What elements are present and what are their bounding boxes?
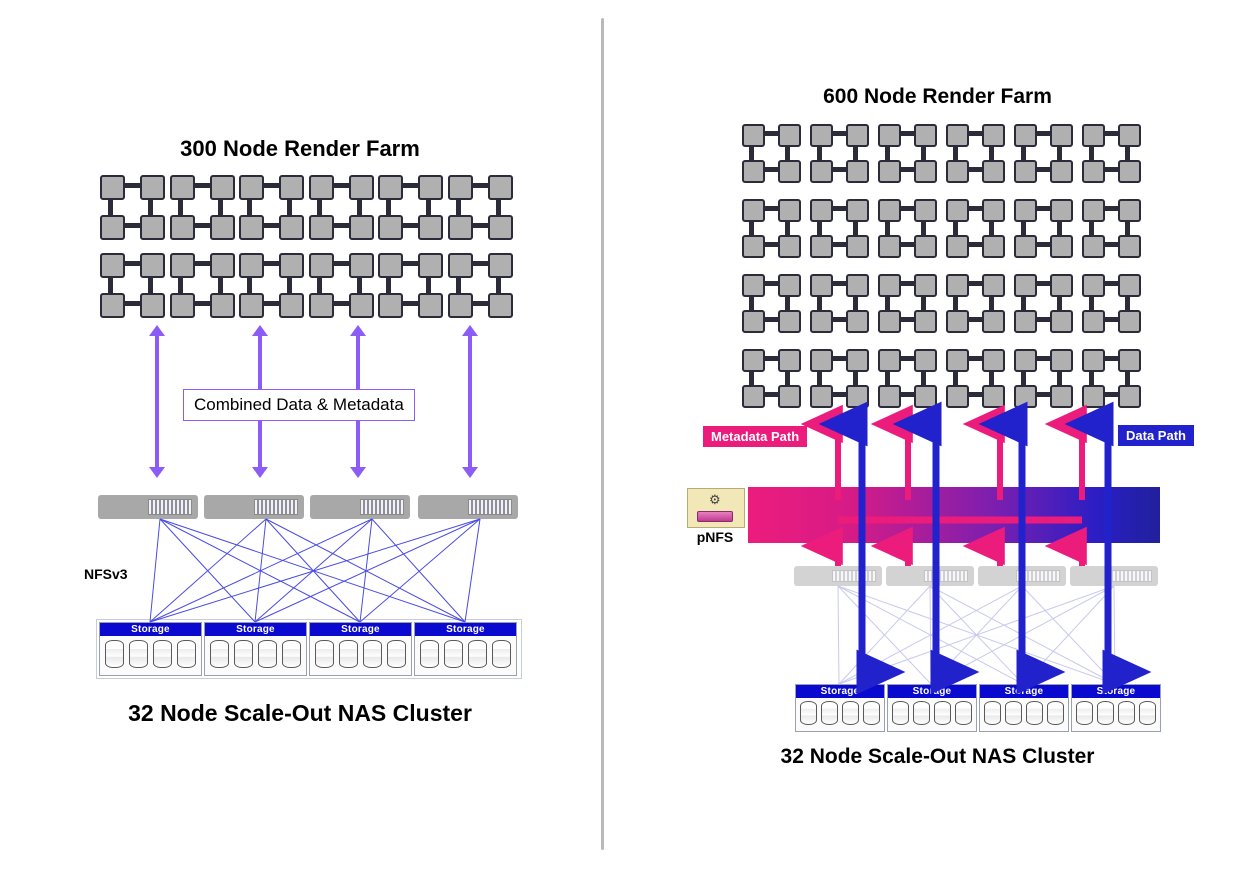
render-node — [982, 310, 1005, 333]
render-node — [810, 124, 833, 147]
disk-icon — [800, 701, 817, 725]
storage-box — [309, 622, 412, 676]
render-node — [1014, 385, 1037, 408]
render-node — [846, 235, 869, 258]
render-node — [946, 199, 969, 222]
render-node — [914, 310, 937, 333]
mesh-connection — [839, 586, 1022, 684]
storage-box-label: Storage — [205, 623, 306, 636]
vent-grill-icon — [832, 570, 876, 582]
storage-box — [99, 622, 202, 676]
render-node — [1050, 160, 1073, 183]
disk-icon — [1097, 701, 1114, 725]
disk-icon — [258, 640, 277, 668]
render-node — [1050, 199, 1073, 222]
disk-icon — [934, 701, 951, 725]
render-node — [878, 199, 901, 222]
disk-icon — [177, 640, 196, 668]
mesh-connection — [372, 519, 465, 622]
disk-icon — [387, 640, 406, 668]
render-node — [810, 199, 833, 222]
mesh-connection — [150, 519, 160, 622]
nas-head-4 — [1070, 566, 1158, 586]
render-node — [742, 274, 765, 297]
storage-box — [204, 622, 307, 676]
disk-icon — [282, 640, 301, 668]
render-node — [946, 385, 969, 408]
render-node — [1118, 385, 1141, 408]
pnfs-gradient-bar — [748, 487, 1160, 543]
render-node — [1082, 349, 1105, 372]
mesh-connection — [266, 519, 360, 622]
disk-icon — [444, 640, 463, 668]
render-node — [846, 349, 869, 372]
render-node — [914, 160, 937, 183]
vent-grill-icon — [360, 499, 404, 515]
mesh-connection — [930, 586, 1115, 684]
device-icon — [697, 511, 733, 522]
render-node — [1082, 310, 1105, 333]
mesh-connection — [838, 586, 1023, 684]
disk-icon — [339, 640, 358, 668]
metadata-path-label: Metadata Path — [703, 426, 807, 447]
storage-box-label: Storage — [796, 685, 884, 698]
render-node — [846, 274, 869, 297]
left-panel-subtitle: 32 Node Scale-Out NAS Cluster — [128, 700, 472, 726]
render-node — [1118, 160, 1141, 183]
render-node — [1050, 385, 1073, 408]
render-node — [914, 235, 937, 258]
storage-box-label: Storage — [1072, 685, 1160, 698]
render-node — [982, 235, 1005, 258]
vent-grill-icon — [468, 499, 512, 515]
render-node — [1082, 385, 1105, 408]
render-node — [778, 274, 801, 297]
mesh-connection — [255, 519, 480, 622]
render-node — [946, 274, 969, 297]
render-node — [810, 235, 833, 258]
render-node — [982, 199, 1005, 222]
nas-head-2 — [204, 495, 304, 519]
nas-head-3 — [310, 495, 410, 519]
disk-icon — [842, 701, 859, 725]
nas-head-1 — [98, 495, 198, 519]
render-node — [1050, 349, 1073, 372]
mesh-connection — [1023, 586, 1114, 684]
mesh-connection — [930, 586, 931, 684]
render-node — [1050, 274, 1073, 297]
render-node — [778, 385, 801, 408]
render-node — [778, 199, 801, 222]
disk-icon — [863, 701, 880, 725]
nas-head-4 — [418, 495, 518, 519]
mesh-connection — [930, 586, 1023, 684]
mesh-connection — [360, 519, 372, 622]
mesh-connection — [838, 586, 1115, 684]
render-node — [914, 274, 937, 297]
render-node — [946, 349, 969, 372]
render-node — [1050, 310, 1073, 333]
render-node — [914, 349, 937, 372]
render-node — [1050, 124, 1073, 147]
disk-icon — [105, 640, 124, 668]
render-node — [878, 124, 901, 147]
render-node — [742, 310, 765, 333]
right-panel-title: 600 Node Render Farm — [823, 85, 1052, 108]
render-node — [1014, 199, 1037, 222]
render-node — [878, 385, 901, 408]
render-node — [1118, 310, 1141, 333]
render-node — [1118, 274, 1141, 297]
storage-box — [887, 684, 977, 732]
right-panel-subtitle: 32 Node Scale-Out NAS Cluster — [780, 745, 1095, 768]
disk-icon — [1026, 701, 1043, 725]
render-node — [778, 124, 801, 147]
left-panel-title: 300 Node Render Farm — [180, 136, 420, 161]
render-node — [946, 310, 969, 333]
mesh-connection — [1022, 586, 1023, 684]
mesh-connection — [838, 586, 839, 684]
render-node — [878, 160, 901, 183]
nas-head-2 — [886, 566, 974, 586]
vent-grill-icon — [148, 499, 192, 515]
nas-head-1 — [794, 566, 882, 586]
render-node — [914, 199, 937, 222]
render-node — [1082, 274, 1105, 297]
render-node — [810, 274, 833, 297]
disk-icon — [955, 701, 972, 725]
render-node — [1118, 199, 1141, 222]
disk-icon — [234, 640, 253, 668]
render-node — [1118, 235, 1141, 258]
disk-icon — [468, 640, 487, 668]
render-node — [1082, 235, 1105, 258]
render-node — [810, 385, 833, 408]
render-node — [1050, 235, 1073, 258]
right-render-farm — [0, 0, 1255, 430]
disk-row — [980, 698, 1068, 728]
disk-icon — [984, 701, 1001, 725]
storage-box — [979, 684, 1069, 732]
render-node — [914, 385, 937, 408]
render-node — [810, 160, 833, 183]
mesh-connection — [255, 519, 266, 622]
disk-row — [100, 636, 201, 673]
render-node — [1014, 310, 1037, 333]
render-node — [846, 310, 869, 333]
disk-row — [888, 698, 976, 728]
render-node — [1082, 160, 1105, 183]
render-node — [1014, 160, 1037, 183]
storage-box-label: Storage — [415, 623, 516, 636]
mesh-connection — [150, 519, 372, 622]
disk-icon — [1139, 701, 1156, 725]
storage-box-label: Storage — [100, 623, 201, 636]
mesh-connection — [360, 519, 480, 622]
mesh-connection — [839, 586, 1114, 684]
render-node — [1082, 199, 1105, 222]
render-node — [982, 124, 1005, 147]
storage-box — [414, 622, 517, 676]
render-node — [946, 235, 969, 258]
disk-icon — [1118, 701, 1135, 725]
storage-box-label: Storage — [888, 685, 976, 698]
render-node — [846, 199, 869, 222]
storage-box — [1071, 684, 1161, 732]
render-node — [914, 124, 937, 147]
render-node — [810, 310, 833, 333]
mesh-connection — [931, 586, 1114, 684]
vent-grill-icon — [924, 570, 968, 582]
mesh-connection — [931, 586, 1022, 684]
render-node — [1014, 235, 1037, 258]
disk-icon — [1076, 701, 1093, 725]
combined-data-metadata-label: Combined Data & Metadata — [183, 389, 415, 421]
vent-grill-icon — [1108, 570, 1152, 582]
render-node — [846, 385, 869, 408]
render-node — [878, 310, 901, 333]
render-node — [742, 349, 765, 372]
disk-row — [310, 636, 411, 673]
render-node — [742, 124, 765, 147]
mesh-connection — [160, 519, 360, 622]
render-node — [878, 274, 901, 297]
disk-icon — [913, 701, 930, 725]
storage-box-label: Storage — [310, 623, 411, 636]
mesh-connection — [839, 586, 930, 684]
render-node — [778, 160, 801, 183]
render-node — [878, 349, 901, 372]
disk-icon — [1005, 701, 1022, 725]
disk-row — [415, 636, 516, 673]
gear-icon: ⚙ — [709, 492, 721, 507]
render-node — [742, 199, 765, 222]
render-node — [742, 160, 765, 183]
pnfs-server-icon — [687, 488, 745, 528]
mesh-connection — [150, 519, 480, 622]
disk-icon — [1047, 701, 1064, 725]
storage-box-label: Storage — [980, 685, 1068, 698]
render-node — [982, 160, 1005, 183]
disk-row — [205, 636, 306, 673]
disk-icon — [492, 640, 511, 668]
pnfs-label: pNFS — [696, 529, 734, 545]
render-node — [742, 385, 765, 408]
render-node — [946, 160, 969, 183]
mesh-connection — [255, 519, 372, 622]
disk-row — [796, 698, 884, 728]
render-node — [946, 124, 969, 147]
render-node — [778, 349, 801, 372]
vent-grill-icon — [254, 499, 298, 515]
render-node — [778, 310, 801, 333]
render-node — [846, 124, 869, 147]
mesh-connection — [160, 519, 255, 622]
vent-grill-icon — [1016, 570, 1060, 582]
mesh-connection — [160, 519, 465, 622]
render-node — [1014, 349, 1037, 372]
mesh-connection — [465, 519, 480, 622]
storage-box — [795, 684, 885, 732]
disk-icon — [210, 640, 229, 668]
render-node — [846, 160, 869, 183]
disk-icon — [420, 640, 439, 668]
nas-head-3 — [978, 566, 1066, 586]
mesh-connection — [150, 519, 266, 622]
render-node — [742, 235, 765, 258]
render-node — [1082, 124, 1105, 147]
disk-icon — [153, 640, 172, 668]
render-node — [778, 235, 801, 258]
render-node — [1014, 274, 1037, 297]
disk-icon — [363, 640, 382, 668]
nfsv3-label: NFSv3 — [84, 566, 128, 582]
data-path-label: Data Path — [1118, 425, 1194, 446]
render-node — [878, 235, 901, 258]
render-node — [1014, 124, 1037, 147]
render-node — [1118, 124, 1141, 147]
render-node — [982, 274, 1005, 297]
mesh-connection — [1114, 586, 1115, 684]
mesh-connection — [1022, 586, 1115, 684]
disk-icon — [129, 640, 148, 668]
disk-icon — [315, 640, 334, 668]
render-node — [810, 349, 833, 372]
mesh-connection — [838, 586, 931, 684]
render-node — [982, 349, 1005, 372]
disk-icon — [821, 701, 838, 725]
mesh-connection — [266, 519, 465, 622]
render-node — [982, 385, 1005, 408]
disk-row — [1072, 698, 1160, 728]
disk-icon — [892, 701, 909, 725]
render-node — [1118, 349, 1141, 372]
